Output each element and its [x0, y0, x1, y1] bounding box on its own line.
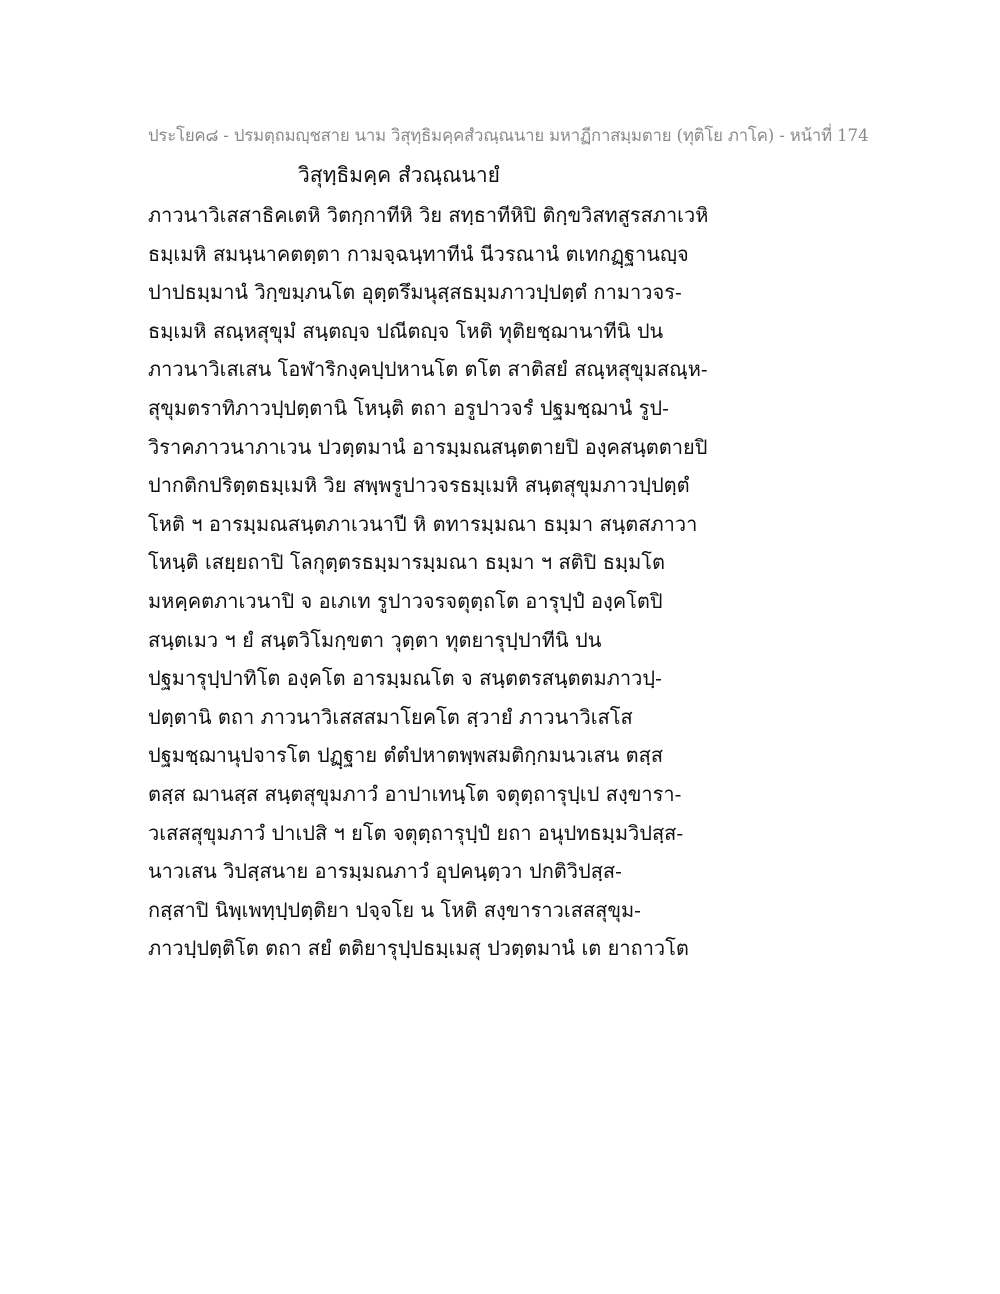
running-header: ประโยค๘ - ปรมตฺถมญฺชสาย นาม วิสุทฺธิมคฺคสํวณฺณนาย มหาฏีกาสมฺมตาย (ทุติโย ภาโค) - หน้าที่ 174 [148, 126, 869, 146]
text-line: ธมฺเมหิ สมนฺนาคตตฺตา กามจฺฉนฺทาทีนํ นีวรณานํ ตเทกฏฺฐานญฺจ [148, 241, 689, 266]
text-line: ภาวปฺปตฺติโต ตถา สยํ ตติยารุปฺปธมฺเมสุ ปวตฺตมานํ เต ยาถาวโต [148, 936, 689, 961]
text-line: ปาปธมฺมานํ วิกฺขมฺภนโต อุตฺตรึมนุสฺสธมฺมภาวปฺปตฺตํ กามาวจร- [148, 280, 682, 305]
text-line: ตสฺส ฌานสฺส สนฺตสุขุมภาวํ อาปาเทนฺโต จตุตฺถารุปฺเป สงฺขารา- [148, 781, 682, 806]
text-line: โหนฺติ เสยฺยถาปิ โลกุตฺตรธมฺมารมฺมณา ธมฺมา ฯ สติปิ ธมฺมโต [148, 550, 666, 575]
text-line: สุขุมตราทิภาวปฺปตฺตานิ โหนฺติ ตถา อรูปาวจรํ ปฐมชฺฌานํ รูป- [148, 395, 669, 420]
body-text [148, 196, 708, 968]
text-line: ธมฺเมหิ สณฺหสุขุมํ สนฺตญฺจ ปณีตญฺจ โหติ ทุติยชฺฌานาทีนิ ปน [148, 318, 664, 343]
text-line: ปฐมชฺฌานุปจารโต ปฏฺฐาย ตํตํปหาตพฺพสมติกฺกมนวเสน ตสฺส [148, 743, 664, 768]
text-line: ปตฺตานิ ตถา ภาวนาวิเสสสมาโยคโต สฺวายํ ภาวนาวิเสโส [148, 704, 633, 729]
text-line: วิราคภาวนาภาเวน ปวตฺตมานํ อารมฺมณสนฺตตายปิ องฺคสนฺตตายปิ [148, 434, 708, 459]
text-line: ปฐมารุปฺปาทิโต องฺคโต อารมฺมณโต จ สนฺตตรสนฺตตมภาวปฺ- [148, 666, 662, 691]
text-line: นาวเสน วิปสฺสนาย อารมฺมณภาวํ อุปคนฺตฺวา ปกติวิปสฺส- [148, 859, 622, 884]
text-line: ภาวนาวิเสสาธิคเตหิ วิตกฺกาทีหิ วิย สทฺธาทีหิปิ ติกฺขวิสทสูรสภาเวหิ [148, 203, 709, 227]
text-line: โหติ ฯ อารมฺมณสนฺตภาเวนาปี หิ ตทารมฺมณา ธมฺมา สนฺตสภาวา [148, 511, 698, 536]
text-line: กสฺสาปิ นิพฺเพทฺปฺปตฺติยา ปจฺจโย น โหติ สงฺขาราวเสสสุขุม- [148, 897, 641, 922]
text-line: วเสสสุขุมภาวํ ปาเปสิ ฯ ยโต จตุตฺถารุปฺปํ ยถา อนุปทธมฺมวิปสฺส- [148, 820, 684, 845]
text-line: สนฺตเมว ฯ ยํ สนฺตวิโมกฺขตา วุตฺตา ทุตยารุปฺปาทีนิ ปน [148, 627, 602, 652]
text-line: ปากติกปริตฺตธมฺเมหิ วิย สพฺพรูปาวจรธมฺเมหิ สนฺตสุขุมภาวปฺปตฺตํ [148, 473, 690, 498]
section-title: วิสุทฺธิมคฺค สํวณฺณนายํ [298, 163, 500, 187]
text-line: มหคฺคตภาเวนาปิ จ อเภเท รูปาวจรจตุตฺถโต อารุปฺปํ องฺคโตปิ [148, 588, 663, 613]
text-line: ภาวนาวิเสเสน โอฬาริกงฺคปฺปหานโต ตโต สาติสยํ สณฺหสุขุมสณฺห- [148, 357, 708, 382]
